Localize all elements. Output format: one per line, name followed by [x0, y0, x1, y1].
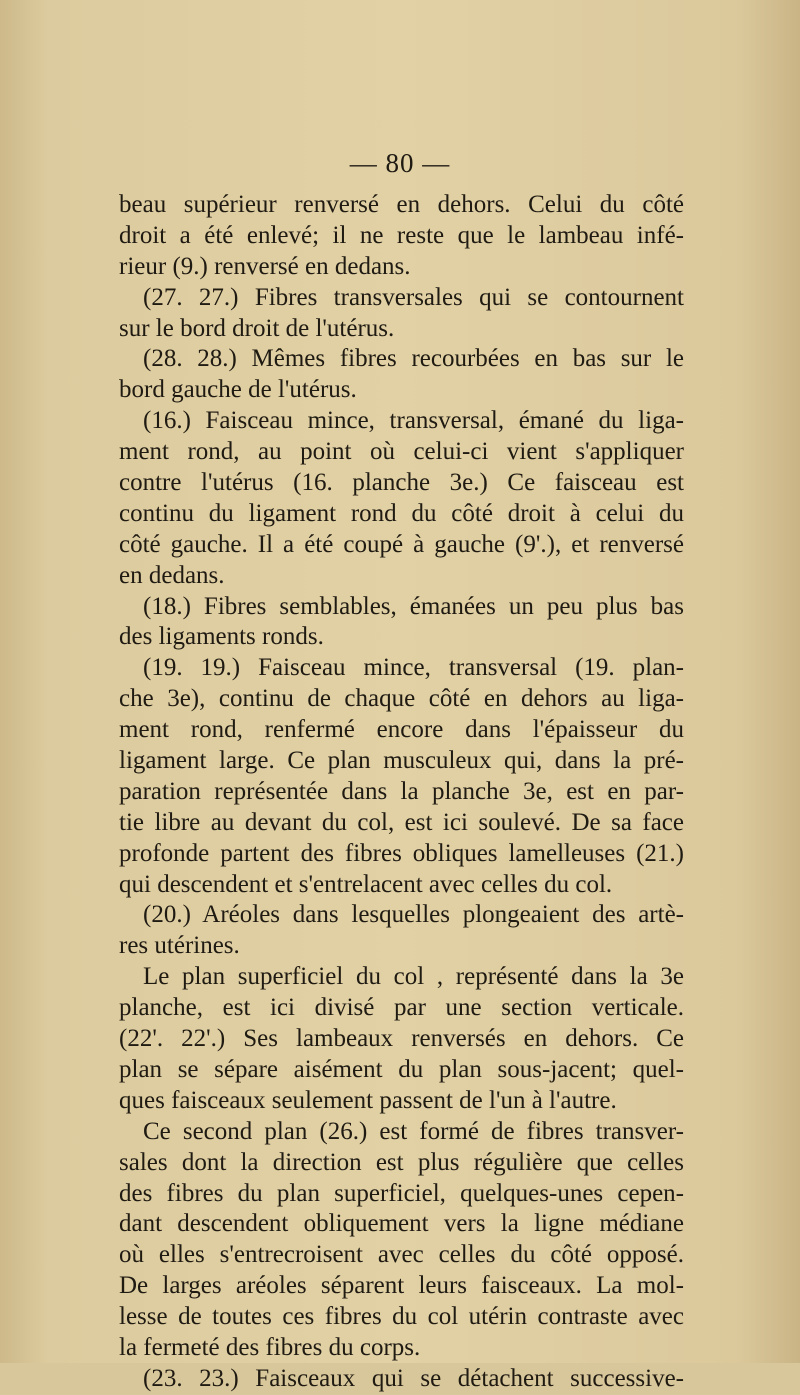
- text-line: res utérines.: [119, 932, 240, 960]
- text-line: qui descendent et s'entrelacent avec celles du col.: [119, 870, 613, 898]
- text-line: paration représentée dans la planche 3e, est en par-: [119, 777, 684, 805]
- text-line: che 3e), continu de chaque côté en dehors au liga-: [119, 685, 684, 713]
- text-line: droit a été enlevé; il ne reste que le lambeau infé-: [119, 221, 684, 249]
- text-line: ment rond, renfermé encore dans l'épaisseur du: [119, 716, 684, 744]
- text-line: Le plan superficiel du col , représenté dans la 3e: [143, 963, 684, 991]
- text-line: (23. 23.) Faisceaux qui se détachent successive-: [143, 1364, 684, 1392]
- text-line: des fibres du plan superficiel, quelques-unes cepen-: [119, 1179, 684, 1207]
- text-line: (19. 19.) Faisceau mince, transversal (19. plan-: [143, 654, 684, 682]
- text-line: lesse de toutes ces fibres du col utérin contraste avec: [119, 1303, 684, 1331]
- text-line: Ce second plan (26.) est formé de fibres transver-: [143, 1117, 684, 1145]
- text-line: ligament large. Ce plan musculeux qui, dans la pré-: [119, 747, 684, 775]
- text-line: profonde partent des fibres obliques lamelleuses (21.): [119, 839, 684, 867]
- text-line: ment rond, au point où celui-ci vient s'appliquer: [119, 438, 684, 466]
- body-text: [119, 190, 684, 1395]
- page-number: — 80 —: [349, 148, 451, 178]
- text-line: ques faisceaux seulement passent de l'un à l'autre.: [119, 1086, 617, 1114]
- text-line: planche, est ici divisé par une section verticale.: [119, 994, 684, 1022]
- text-line: en dedans.: [119, 561, 225, 589]
- text-line: rieur (9.) renversé en dedans.: [119, 252, 411, 280]
- text-line: la fermeté des fibres du corps.: [119, 1333, 421, 1361]
- text-line: (20.) Aréoles dans lesquelles plongeaient des artè-: [143, 901, 684, 929]
- text-line: (28. 28.) Mêmes fibres recourbées en bas sur le: [143, 345, 684, 373]
- text-line: bord gauche de l'utérus.: [119, 376, 357, 404]
- text-line: (22'. 22'.) Ses lambeaux renversés en dehors. Ce: [119, 1025, 684, 1053]
- text-line: sales dont la direction est plus régulière que celles: [119, 1148, 684, 1176]
- text-line: De larges aréoles séparent leurs faisceaux. La mol-: [119, 1272, 684, 1300]
- text-line: (27. 27.) Fibres transversales qui se contournent: [143, 283, 684, 311]
- text-line: beau supérieur renversé en dehors. Celui du côté: [119, 191, 684, 218]
- text-line: plan se sépare aisément du plan sous-jacent; quel-: [119, 1055, 684, 1083]
- text-line: tie libre au devant du col, est ici soulevé. De sa face: [119, 808, 684, 836]
- text-line: dant descendent obliquement vers la ligne médiane: [119, 1210, 684, 1238]
- text-line: contre l'utérus (16. planche 3e.) Ce faisceau est: [119, 469, 684, 497]
- text-line: où elles s'entrecroisent avec celles du côté opposé.: [119, 1241, 684, 1269]
- text-line: sur le bord droit de l'utérus.: [119, 314, 395, 342]
- text-line: des ligaments ronds.: [119, 623, 324, 651]
- text-line: (16.) Faisceau mince, transversal, émané du liga-: [143, 407, 684, 435]
- text-line: côté gauche. Il a été coupé à gauche (9'.), et renversé: [119, 530, 684, 558]
- text-line: continu du ligament rond du côté droit à celui du: [119, 499, 684, 527]
- text-line: (18.) Fibres semblables, émanées un peu plus bas: [143, 592, 684, 620]
